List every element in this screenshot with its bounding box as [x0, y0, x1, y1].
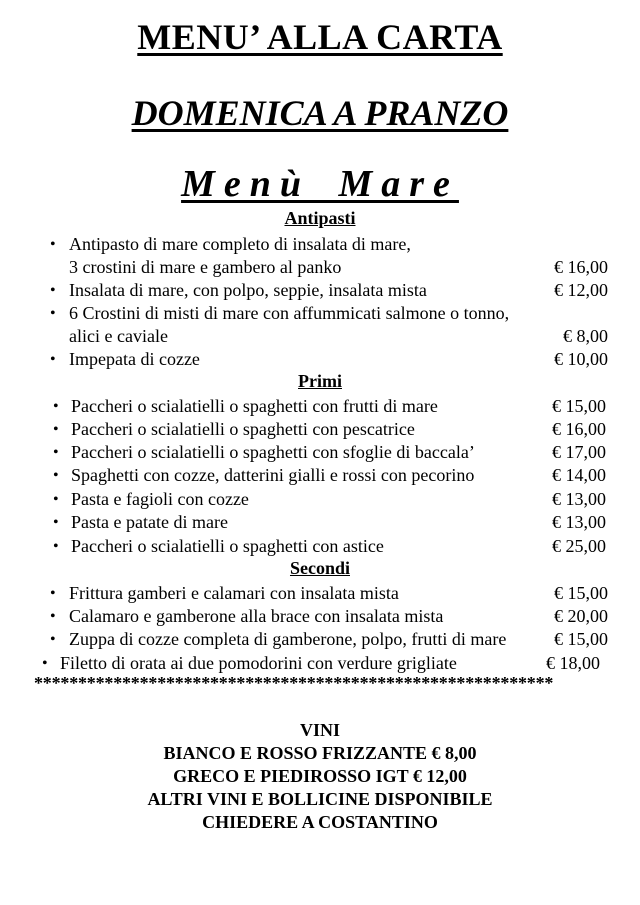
menu-item-price: € 15,00 [552, 396, 606, 416]
bullet-icon: • [50, 608, 56, 625]
menu-item-price: € 16,00 [554, 257, 608, 277]
menu-item-price: € 20,00 [554, 606, 608, 626]
menu-item-text: Filetto di orata ai due pomodorini con verdure grigliate [60, 653, 457, 673]
menu-item-text: Frittura gamberi e calamari con insalata mista [69, 583, 399, 603]
menu-item-price: € 18,00 [546, 653, 600, 673]
bullet-icon: • [50, 236, 56, 253]
menu-item-text: Paccheri o scialatielli o spaghetti con pescatrice [71, 419, 415, 439]
bullet-icon: • [50, 282, 56, 299]
section-heading-antipasti: Antipasti [284, 208, 356, 228]
menu-subtitle: DOMENICA A PRANZO [131, 93, 509, 133]
bullet-icon: • [53, 421, 59, 438]
menu-item-price: € 8,00 [563, 326, 608, 346]
wine-line: ALTRI VINI E BOLLICINE DISPONIBILE [147, 789, 493, 809]
menu-item-text: Calamaro e gamberone alla brace con insalata mista [69, 606, 444, 626]
wine-line: BIANCO E ROSSO FRIZZANTE € 8,00 [163, 743, 477, 763]
menu-item-text: Paccheri o scialatielli o spaghetti con astice [71, 536, 384, 556]
menu-title: MENU’ ALLA CARTA [137, 17, 503, 57]
menu-item-text: Spaghetti con cozze, datterini gialli e rossi con pecorino [71, 465, 475, 485]
bullet-icon: • [53, 398, 59, 415]
menu-item-text: Antipasto di mare completo di insalata di mare, [69, 234, 411, 254]
wine-line: CHIEDERE A COSTANTINO [202, 812, 438, 832]
menu-item-text: Pasta e fagioli con cozze [71, 489, 249, 509]
menu-item-text: Zuppa di cozze completa di gamberone, polpo, frutti di mare [69, 629, 507, 649]
bullet-icon: • [42, 655, 48, 672]
wine-heading: VINI [299, 720, 340, 740]
section-heading-primi: Primi [298, 371, 342, 391]
bullet-icon: • [50, 351, 56, 368]
menu-item-text: Impepata di cozze [69, 349, 200, 369]
menu-item-price: € 14,00 [552, 465, 606, 485]
menu-name: Menù Mare [181, 163, 459, 205]
menu-item-price: € 13,00 [552, 512, 606, 532]
menu-item-text: Insalata di mare, con polpo, seppie, insalata mista [69, 280, 427, 300]
menu-item-text: 6 Crostini di misti di mare con affummicati salmone o tonno, [69, 303, 510, 323]
bullet-icon: • [50, 631, 56, 648]
wine-line: GRECO E PIEDIROSSO IGT € 12,00 [173, 766, 467, 786]
bullet-icon: • [50, 305, 56, 322]
menu-item-price: € 12,00 [554, 280, 608, 300]
bullet-icon: • [53, 491, 59, 508]
menu-item-price: € 25,00 [552, 536, 606, 556]
bullet-icon: • [53, 514, 59, 531]
menu-item-price: € 15,00 [554, 629, 608, 649]
menu-item-price: € 15,00 [554, 583, 608, 603]
menu-item-price: € 13,00 [552, 489, 606, 509]
menu-item-price: € 16,00 [552, 419, 606, 439]
menu-item-price: € 17,00 [552, 442, 606, 462]
section-heading-secondi: Secondi [289, 558, 350, 578]
menu-item-text: 3 crostini di mare e gambero al panko [69, 257, 342, 277]
bullet-icon: • [53, 538, 59, 555]
bullet-icon: • [53, 444, 59, 461]
menu-item-text: Paccheri o scialatielli o spaghetti con sfoglie di baccala’ [71, 442, 475, 462]
menu-item-text: alici e caviale [69, 326, 168, 346]
menu-item-text: Paccheri o scialatielli o spaghetti con frutti di mare [71, 396, 438, 416]
menu-item-price: € 10,00 [554, 349, 608, 369]
menu-item-text: Pasta e patate di mare [71, 512, 228, 532]
separator: *********************************************************** [34, 673, 554, 693]
bullet-icon: • [53, 467, 59, 484]
bullet-icon: • [50, 585, 56, 602]
